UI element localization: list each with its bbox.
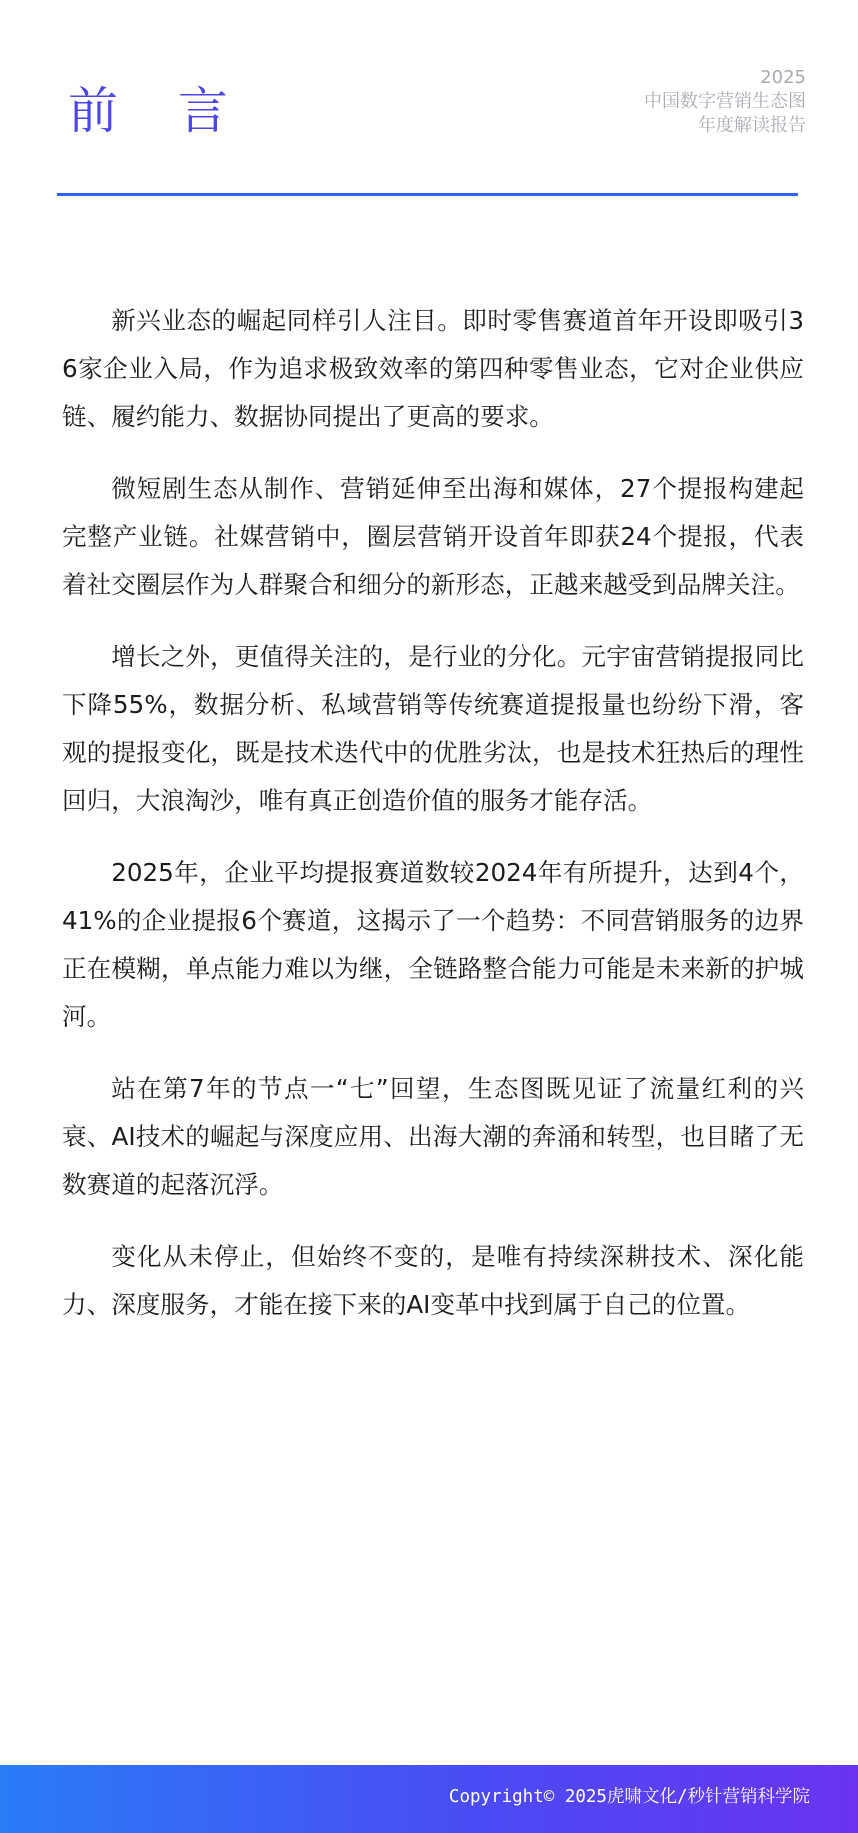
report-name-line2: 年度解读报告 [698, 115, 806, 136]
footer-bar [0, 1765, 858, 1833]
preface-body [62, 297, 804, 1353]
report-year: 2025 [760, 67, 806, 88]
page-title: 前 言 [68, 82, 250, 140]
paragraph: 变化从未停止，但始终不变的，是唯有持续深耕技术、深化能力、深度服务，才能在接下来的AI变革中找到属于自己的位置。 [62, 1242, 804, 1319]
header-divider [57, 193, 798, 196]
paragraph: 增长之外，更值得关注的，是行业的分化。元宇宙营销提报同比下降55%，数据分析、私域营销等传统赛道提报量也纷纷下滑，客观的提报变化，既是技术迭代中的优胜劣汰，也是技术狂热后的理性回归，大浪淘沙，唯有真正创造价值的服务才能存活。 [62, 642, 804, 815]
paragraph: 微短剧生态从制作、营销延伸至出海和媒体，27个提报构建起完整产业链。社媒营销中，圈层营销开设首年即获24个提报，代表着社交圈层作为人群聚合和细分的新形态，正越来越受到品牌关注。 [62, 474, 804, 599]
paragraph: 站在第7年的节点一“七”回望，生态图既见证了流量红利的兴衰、AI技术的崛起与深度应用、出海大潮的奔涌和转型，也目睹了无数赛道的起落沉浮。 [62, 1074, 804, 1199]
report-name-line1: 中国数字营销生态图 [644, 91, 806, 112]
copyright-text: Copyright© 2025虎啸文化/秒针营销科学院 [448, 1787, 810, 1807]
report-meta [644, 66, 806, 138]
paragraph: 新兴业态的崛起同样引人注目。即时零售赛道首年开设即吸引36家企业入局，作为追求极致效率的第四种零售业态，它对企业供应链、履约能力、数据协同提出了更高的要求。 [62, 306, 804, 431]
paragraph: 2025年，企业平均提报赛道数较2024年有所提升，达到4个，41%的企业提报6个赛道，这揭示了一个趋势：不同营销服务的边界正在模糊，单点能力难以为继，全链路整合能力可能是未来新的护城河。 [62, 858, 804, 1031]
